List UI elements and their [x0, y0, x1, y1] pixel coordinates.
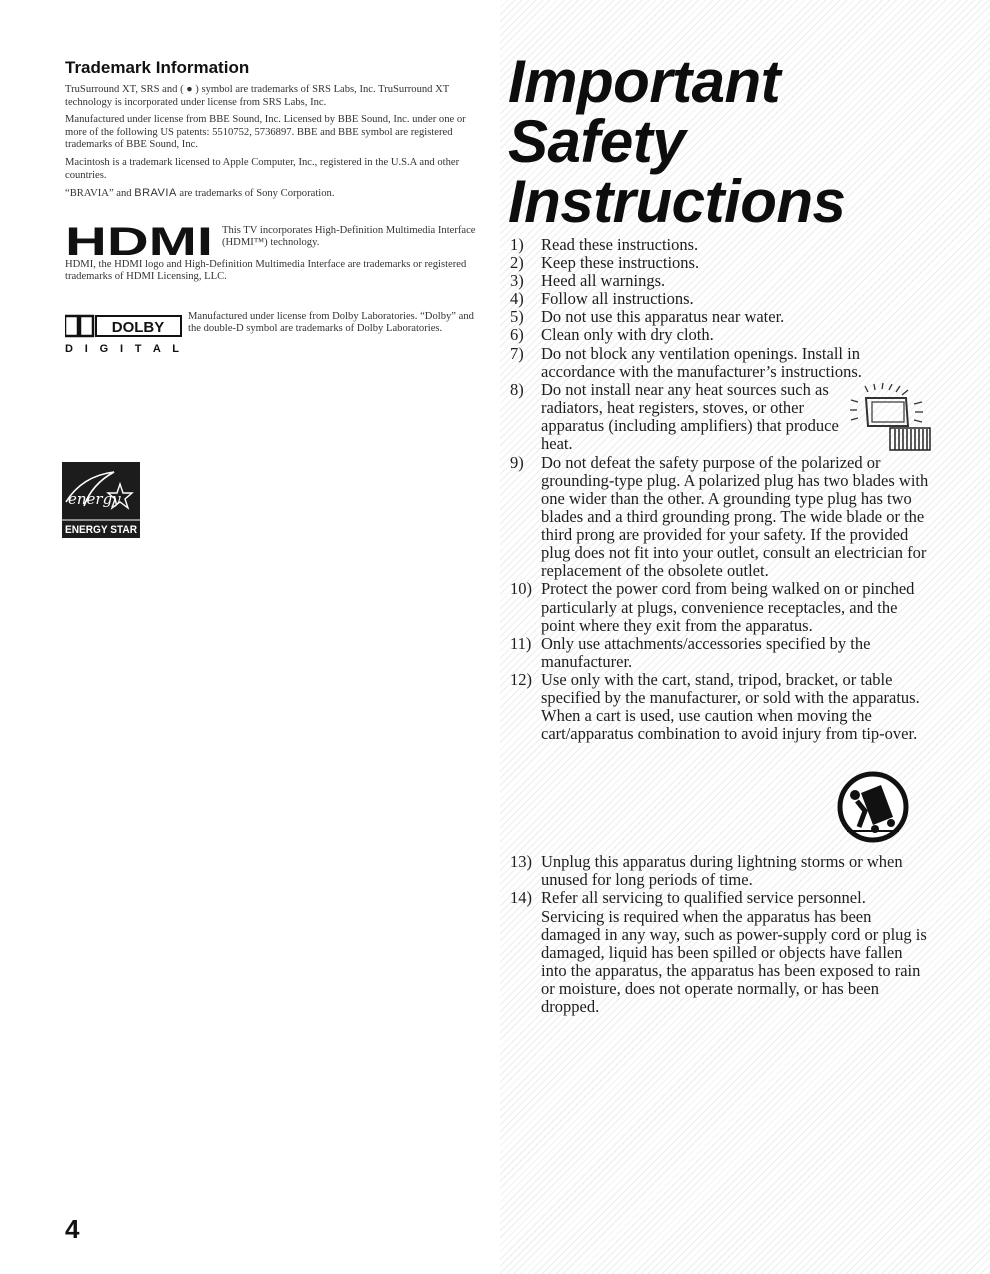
- energy-star-logo-icon: [62, 462, 140, 538]
- item-text: Do not install near any heat sources such as radiators, heat registers, stoves, or other apparatus (including amplifiers) that produce heat.: [541, 379, 839, 454]
- bravia-prefix: “BRAVIA” and: [65, 188, 135, 200]
- bbe-trademark-text: Manufactured under license from BBE Sound, Inc. Licensed by BBE Sound, Inc. under one or more of the following US patents: 5510752, 5736897. BBE and BBE symbol are registered trademarks of BBE Sound, Inc.: [65, 114, 466, 151]
- list-item: [510, 254, 930, 272]
- item-number: 6): [510, 325, 524, 345]
- list-item: [510, 272, 930, 290]
- item-number: 13): [510, 852, 532, 872]
- bravia-suffix: are trademarks of Sony Corporation.: [176, 188, 335, 200]
- hdmi-description: This TV incorporates High-Definition Multimedia Interface (HDMI™) technology.: [222, 224, 476, 249]
- item-number: 2): [510, 253, 524, 273]
- list-item: [510, 308, 930, 326]
- hdmi-logo-icon: [65, 225, 215, 257]
- heater-icon: [848, 382, 932, 452]
- item-text: Do not use this apparatus near water.: [541, 307, 785, 327]
- item-text: Do not defeat the safety purpose of the polarized or grounding-type plug. A polarized plug has two blades with one wider than the other. A grounding type plug has two blades and a third grounding prong. The wide blade or the third prong are provided for your safety. If the provided plug does not fit into your outlet, consult an electrician for replacement of the obsolete outlet.: [541, 452, 929, 581]
- title-line-1: Important: [508, 48, 781, 115]
- hdmi-logo-text: HDMI: [65, 224, 213, 257]
- item-number: 4): [510, 289, 524, 309]
- item-number: 1): [510, 235, 524, 254]
- item-number: 3): [510, 271, 524, 291]
- bravia-logo: BRAVIA: [134, 187, 177, 200]
- title-line-3: Instructions: [508, 168, 846, 235]
- trademark-title: Trademark Information: [65, 58, 250, 77]
- cart-tip-over-warning-icon: [837, 771, 909, 843]
- bravia-trademark-text: [65, 187, 477, 201]
- item-text: Use only with the cart, stand, tripod, bracket, or table specified by the manufacturer, or sold with the apparatus. When a cart is used, use caution when moving the cart/apparatus combination to avoid injury from tip-over.: [541, 669, 920, 744]
- item-number: 9): [510, 452, 524, 472]
- list-item: [510, 290, 930, 308]
- trademark-section: [65, 58, 477, 363]
- item-text: Keep these instructions.: [541, 253, 700, 273]
- item-number: 14): [510, 888, 532, 908]
- list-item: [510, 671, 930, 743]
- dolby-block: [65, 311, 477, 363]
- item-text: Follow all instructions.: [541, 289, 694, 309]
- macintosh-trademark-text: Macintosh is a trademark licensed to Apple Computer, Inc., registered in the U.S.A and other countries.: [65, 156, 460, 181]
- dolby-logo-digital: D I G I T A L: [65, 342, 179, 355]
- item-number: 8): [510, 379, 524, 399]
- hdmi-block: [65, 225, 477, 285]
- item-text: Read these instructions.: [541, 235, 699, 254]
- item-text: Heed all warnings.: [541, 271, 666, 291]
- hdmi-caption: HDMI, the HDMI logo and High-Definition Multimedia Interface are trademarks or registered trademarks of HDMI Licensing, LLC.: [65, 258, 467, 283]
- list-item: [510, 381, 930, 454]
- list-item: [510, 635, 930, 671]
- item-number: 12): [510, 669, 532, 689]
- list-item: [510, 326, 930, 344]
- list-item: [510, 580, 930, 634]
- srs-trademark-text: TruSurround XT, SRS and ( ● ) symbol are trademarks of SRS Labs, Inc. TruSurround XT technology is incorporated under license from SRS Labs, Inc.: [65, 84, 450, 108]
- list-item: [510, 454, 930, 581]
- dolby-logo-word: DOLBY: [111, 318, 165, 336]
- energy-star-label: ENERGY STAR: [65, 524, 138, 536]
- item-number: 10): [510, 579, 532, 599]
- list-item: [510, 853, 930, 889]
- dolby-digital-logo-icon: [65, 314, 183, 356]
- safety-instructions-list: [510, 236, 930, 1016]
- energy-star-script: energy: [68, 490, 121, 508]
- list-item: [510, 345, 930, 381]
- list-item: [510, 236, 930, 254]
- item-text: Refer all servicing to qualified service personnel. Servicing is required when the apparatus has been damaged in any way, such as power-supply cord or plug is damaged, liquid has been spilled or objects have fallen into the apparatus, the apparatus has been exposed to rain or moisture, does not operate normally, or has been dropped.: [541, 888, 927, 1016]
- item-text: Unplug this apparatus during lightning storms or when unused for long periods of time.: [541, 852, 903, 890]
- dolby-description: Manufactured under license from Dolby Laboratories. “Dolby” and the double-D symbol are trademarks of Dolby Laboratories.: [188, 310, 474, 335]
- item-number: 11): [510, 633, 532, 653]
- page-title: [508, 48, 846, 235]
- cart-warning-area: [510, 743, 930, 853]
- item-number: 5): [510, 307, 524, 327]
- item-text: Only use attachments/accessories specified by the manufacturer.: [541, 633, 871, 671]
- page-number: 4: [65, 1214, 80, 1244]
- list-item: [510, 889, 930, 1016]
- item-text: Clean only with dry cloth.: [541, 325, 714, 345]
- item-number: 7): [510, 343, 524, 363]
- title-line-2: Safety: [508, 108, 686, 175]
- item-text: Do not block any ventilation openings. Install in accordance with the manufacturer’s instructions.: [541, 343, 862, 381]
- item-text: Protect the power cord from being walked on or pinched particularly at plugs, convenience receptacles, and the point where they exit from the apparatus.: [541, 579, 915, 635]
